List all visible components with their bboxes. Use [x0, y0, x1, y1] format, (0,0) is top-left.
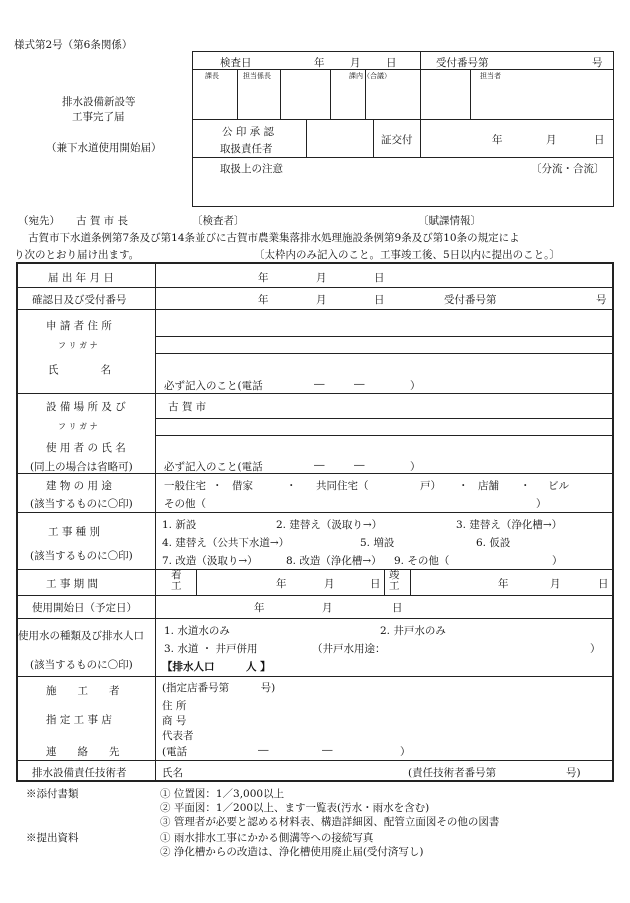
certificate-day: 日 [594, 134, 605, 146]
applicant-phone-note: 必ず記入のこと(電話 [164, 380, 263, 392]
water-type-circle-note: (該当するものに〇印) [30, 659, 133, 671]
start-year: 年 [276, 578, 287, 590]
use-month: 月 [322, 602, 333, 614]
tech-name-label: 氏名 [162, 767, 183, 779]
start-use-date-label: 使用開始日（予定日） [32, 602, 137, 614]
addressee-name: 古 賀 市 長 [76, 215, 129, 227]
section-chief-label: 課長 [205, 72, 219, 80]
confirm-month: 月 [316, 294, 327, 306]
store-address-label: 住 所 [162, 700, 187, 712]
use-dot-4: ・ [520, 480, 531, 492]
tax-info-label: 〔賦課情報〕 [418, 215, 481, 227]
koga-city: 古 賀 市 [168, 401, 207, 413]
receipt-number-suffix: 号 [592, 57, 603, 69]
use-option-other-close: ） [536, 498, 547, 510]
submission-item-2: ② 浄化槽からの改造は、浄化槽使用廃止届(受付済写し) [160, 846, 424, 858]
work-option-6: 6. 仮設 [476, 537, 511, 549]
work-option-9-close: ） [552, 555, 563, 567]
use-option-shop: 店舗 [478, 480, 499, 492]
use-option-rental: 借家 [232, 480, 253, 492]
intro-line2: り次のとおり届け出ます。 [14, 249, 140, 261]
submit-year: 年 [258, 272, 269, 284]
start-month: 月 [324, 578, 335, 590]
store-phone-label: (電話 [162, 746, 188, 758]
use-dot-3: ・ [458, 480, 469, 492]
person-in-charge-label: 担当者 [480, 72, 501, 80]
facility-phone-dash1: ― [314, 459, 325, 471]
use-option-apartment: 共同住宅（ [316, 480, 369, 492]
tech-number-label: (責任技術者番号第 [408, 767, 497, 779]
representative-label: 代表者 [162, 730, 194, 742]
end-year: 年 [498, 578, 509, 590]
confirm-day: 日 [374, 294, 385, 306]
handling-notes-label: 取扱上の注意 [220, 163, 283, 175]
use-day: 日 [392, 602, 403, 614]
work-period-label: 工 事 期 間 [46, 578, 99, 590]
inspector-label: 〔検査者〕 [192, 215, 245, 227]
submissions-label: ※提出資料 [26, 832, 79, 844]
drainage-population: 【排水人口 人 】 [162, 661, 271, 673]
form-title-line2: 工事完了届 [72, 111, 125, 123]
tech-manager-label: 排水設備責任技術者 [32, 767, 127, 779]
confirm-date-label: 確認日及び受付番号 [32, 294, 127, 306]
store-number-label: (指定店番号第 号) [162, 682, 276, 694]
end-month: 月 [550, 578, 561, 590]
form-subtitle: （兼下水道使用開始届） [46, 142, 162, 154]
work-option-1: 1. 新設 [162, 519, 197, 531]
submit-day: 日 [374, 272, 385, 284]
attachment-item-1: ① 位置図：1／3,000以上 [160, 788, 285, 800]
form-number: 様式第2号（第6条関係） [14, 39, 133, 51]
work-option-5: 5. 増設 [360, 537, 395, 549]
work-start-mark: 着 工 [171, 569, 182, 592]
omit-if-same-note: (同上の場合は省略可) [30, 461, 133, 473]
applicant-furigana-label: フ リ ガ ナ [58, 341, 98, 350]
contact-label: 連 絡 先 [46, 746, 120, 758]
split-combined-label: 〔分流・合流〕 [531, 163, 605, 175]
applicant-phone-dash1: ― [314, 378, 325, 390]
work-option-4: 4. 建替え（公共下水道→） [162, 537, 290, 549]
building-use-label: 建 物 の 用 途 [46, 480, 112, 492]
inspection-year: 年 [314, 57, 325, 69]
tech-number-suffix: 号) [566, 767, 581, 779]
use-option-other: その他（ [164, 498, 206, 510]
submission-item-1: ① 雨水排水工事にかかる側溝等への接続写真 [160, 832, 374, 844]
applicant-address-label: 申 請 者 住 所 [46, 320, 112, 332]
start-day: 日 [370, 578, 381, 590]
work-type-circle-note: (該当するものに〇印) [30, 550, 133, 562]
confirm-receipt-suffix: 号 [596, 294, 607, 306]
store-phone-dash1: ― [258, 744, 269, 756]
contractor-label: 施 工 者 [46, 685, 120, 697]
applicant-phone-close: ） [410, 380, 421, 392]
inspection-month: 月 [350, 57, 361, 69]
facility-phone-dash2: ― [354, 459, 365, 471]
water-option-2: 2. 井戸水のみ [380, 625, 446, 637]
use-dot-1: ・ [212, 480, 223, 492]
facility-phone-close: ） [410, 461, 421, 473]
certificate-month: 月 [546, 134, 557, 146]
attachment-item-2: ② 平面図：1／200以上、ます一覧表(汚水・雨水を含む) [160, 802, 430, 814]
certificate-issued-label: 証交付 [381, 134, 413, 146]
designated-store-label: 指 定 工 事 店 [46, 714, 112, 726]
water-option-3: 3. 水道 ・ 井戸併用 [164, 643, 258, 655]
work-option-2: 2. 建替え（汲取り→） [276, 519, 383, 531]
end-day: 日 [598, 578, 609, 590]
use-option-building: ビル [548, 480, 569, 492]
submit-month: 月 [316, 272, 327, 284]
attachments-label: ※添付書類 [26, 788, 79, 800]
user-name-label: 使 用 者 の 氏 名 [46, 442, 126, 454]
form-title-line1: 排水設備新設等 [62, 96, 136, 108]
work-type-label: 工 事 種 別 [48, 526, 101, 538]
use-dot-2: ・ [286, 480, 297, 492]
work-option-8: 8. 改造（浄化槽→） [286, 555, 382, 567]
well-use-close: ） [590, 643, 601, 655]
work-end-mark: 竣 工 [389, 569, 400, 592]
facility-location-label: 設 備 場 所 及 び [46, 401, 126, 413]
water-type-label: 使用水の種類及び排水人口 [18, 630, 144, 642]
applicant-name-label: 氏 名 [48, 364, 111, 376]
store-phone-close: ） [400, 746, 411, 758]
use-year: 年 [254, 602, 265, 614]
work-option-3: 3. 建替え（浄化槽→） [456, 519, 563, 531]
confirm-receipt-label: 受付番号第 [444, 294, 497, 306]
addressee-label: （宛先） [18, 215, 60, 227]
internal-review-label: 課内（合議） [349, 72, 391, 80]
certificate-year: 年 [492, 134, 503, 146]
submit-date-label: 届 出 年 月 日 [48, 272, 114, 284]
work-option-9: 9. その他（ [394, 555, 450, 567]
attachment-item-3: ③ 管理者が必要と認める材料表、構造詳細図、配管立面図その他の図書 [160, 816, 500, 828]
handling-manager-label: 取扱責任者 [220, 143, 273, 155]
business-name-label: 商 号 [162, 715, 187, 727]
staff-chief-label: 担当係長 [243, 72, 271, 80]
confirm-year: 年 [258, 294, 269, 306]
receipt-number-label: 受付番号第 [436, 57, 489, 69]
seal-approval-label: 公 印 承 認 [222, 126, 275, 138]
use-option-house: 一般住宅 [164, 480, 206, 492]
use-option-units: 戸） [420, 480, 441, 492]
inspection-date-label: 検査日 [220, 57, 252, 69]
facility-furigana-label: フ リ ガ ナ [58, 422, 98, 431]
inspection-day: 日 [386, 57, 397, 69]
well-use-label: （井戸水用途： [312, 643, 386, 655]
intro-line1: 古賀市下水道条例第7条及び第14条並びに古賀市農業集落排水処理施設条例第9条及び第10条の規定によ [28, 232, 520, 244]
store-phone-dash2: ― [322, 744, 333, 756]
applicant-phone-dash2: ― [354, 378, 365, 390]
work-option-7: 7. 改造（汲取り→） [162, 555, 258, 567]
water-option-1: 1. 水道水のみ [164, 625, 230, 637]
building-use-circle-note: (該当するものに〇印) [30, 498, 133, 510]
intro-note: 〔太枠内のみ記入のこと。工事竣工後、5日以内に提出のこと。〕 [254, 249, 560, 261]
facility-phone-note: 必ず記入のこと(電話 [164, 461, 263, 473]
